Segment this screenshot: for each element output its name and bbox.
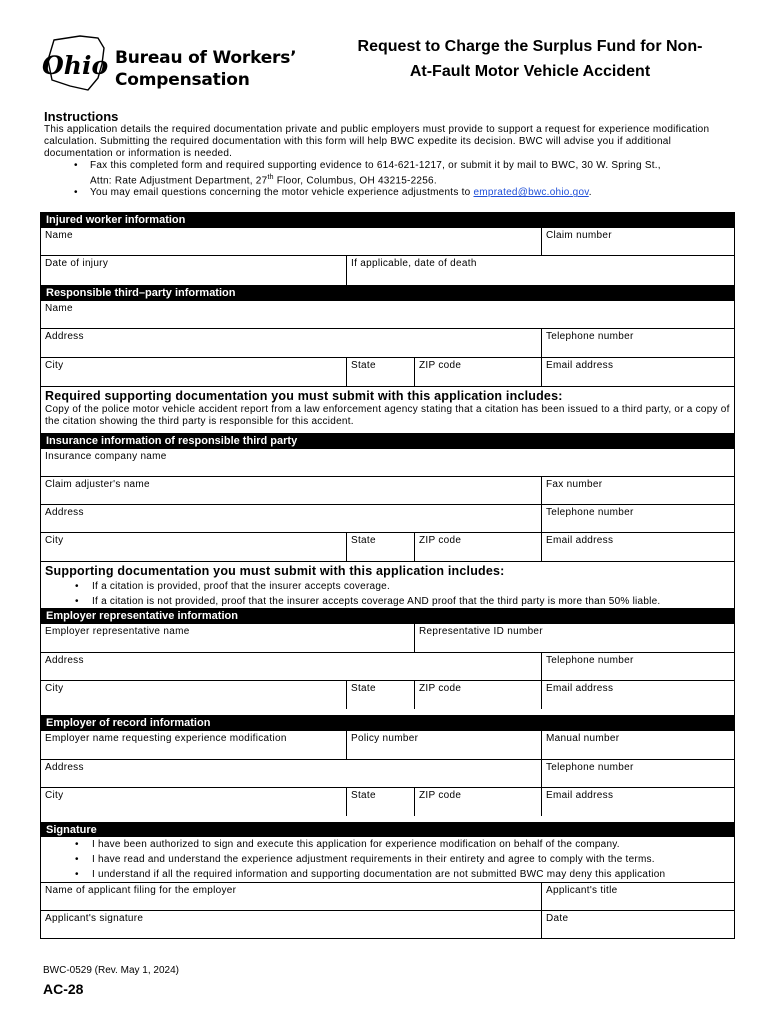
employer-record-row-1	[41, 730, 734, 759]
employer-rep-city-field[interactable]: City	[45, 683, 64, 694]
employer-rep-zip-field[interactable]: ZIP code	[414, 681, 541, 709]
employer-rep-row-1	[41, 623, 734, 652]
signature-row-2	[41, 910, 734, 938]
insurance-city-field[interactable]: City	[45, 535, 64, 546]
injured-name-field[interactable]: Name	[45, 230, 73, 241]
insurance-address-field[interactable]: Address	[45, 507, 84, 518]
signature-heading: Signature	[41, 822, 734, 837]
form-title	[330, 34, 730, 84]
fax-instruction	[44, 160, 734, 187]
agency-name-line2: Compensation	[115, 70, 250, 90]
supporting-doc-item: • If a citation is not provided, proof that the insurer accepts coverage AND proof that the third party is more than 50% liable.	[45, 594, 730, 609]
supporting-docs-note	[41, 561, 734, 608]
insurance-heading: Insurance information of responsible third party	[41, 433, 734, 448]
ohio-state-outline-icon	[40, 34, 112, 94]
signature-date-field[interactable]: Date	[541, 911, 734, 938]
insurance-state-field[interactable]: State	[346, 533, 414, 561]
applicant-title-field[interactable]: Applicant's title	[541, 883, 734, 910]
signature-statement: • I have been authorized to sign and execute this application for experience modification on behalf of the company.	[45, 837, 730, 852]
insurance-row-3	[41, 504, 734, 532]
injured-row-1	[41, 227, 734, 255]
employer-zip-field[interactable]: ZIP code	[414, 788, 541, 816]
agency-name-line1: Bureau of Workers’	[115, 48, 297, 68]
employer-state-field[interactable]: State	[346, 788, 414, 816]
signature-statement: • I understand if all the required information and supporting documentation are not submitted BWC may deny this application	[45, 867, 730, 882]
third-party-telephone-field[interactable]: Telephone number	[541, 329, 734, 357]
signature-statement: • I have read and understand the experience adjustment requirements in their entirety and agree to comply with the terms.	[45, 852, 730, 867]
third-party-row-1	[41, 300, 734, 328]
rep-id-field[interactable]: Representative ID number	[414, 624, 734, 652]
third-party-city-field[interactable]: City	[45, 360, 64, 371]
instructions-intro: This application details the required documentation private and public employers must provide to support a request for experience modification calculation. Submitting the required documentation with this form will help BWC expedite its decision. BWC will advise you if additional documentation or information is needed.	[44, 124, 710, 159]
employer-rep-name-field[interactable]: Employer representative name	[45, 626, 190, 637]
third-party-zip-field[interactable]: ZIP code	[414, 358, 541, 386]
insurance-row-2	[41, 476, 734, 504]
policy-number-field[interactable]: Policy number	[346, 731, 541, 759]
instructions-section	[44, 111, 734, 199]
page-footer	[43, 965, 179, 997]
insurance-fax-field[interactable]: Fax number	[541, 477, 734, 504]
fax-line2-post: Floor, Columbus, OH 43215-2256.	[273, 175, 437, 187]
injured-row-2	[41, 255, 734, 285]
supporting-docs-heading: Supporting documentation you must submit with this application includes:	[45, 564, 505, 578]
employer-telephone-field[interactable]: Telephone number	[541, 760, 734, 787]
injured-worker-heading: Injured worker information	[41, 212, 734, 227]
employer-rep-email-field[interactable]: Email address	[541, 681, 734, 709]
employer-rep-state-field[interactable]: State	[346, 681, 414, 709]
page-header	[40, 30, 740, 100]
email-pre: You may email questions concerning the motor vehicle experience adjustments to	[90, 187, 474, 199]
supporting-doc-item: • If a citation is provided, proof that the insurer accepts coverage.	[45, 579, 730, 594]
date-of-death-field[interactable]: If applicable, date of death	[346, 256, 734, 285]
insurance-row-1	[41, 448, 734, 476]
signature-row-1	[41, 882, 734, 910]
employer-address-field[interactable]: Address	[45, 762, 84, 773]
form-number: BWC-0529 (Rev. May 1, 2024)	[43, 965, 179, 976]
employer-rep-row-3	[41, 680, 734, 709]
third-party-row-3	[41, 357, 734, 386]
employer-rep-heading: Employer representative information	[41, 608, 734, 623]
claim-number-field[interactable]: Claim number	[541, 228, 734, 255]
insurance-row-4	[41, 532, 734, 561]
instructions-heading: Instructions	[44, 109, 119, 124]
employer-rep-row-2	[41, 652, 734, 680]
email-link[interactable]: emprated@bwc.ohio.gov	[473, 187, 589, 199]
insurance-telephone-field[interactable]: Telephone number	[541, 505, 734, 532]
employer-name-field[interactable]: Employer name requesting experience modification	[45, 733, 287, 744]
required-docs-note	[41, 386, 734, 433]
employer-rep-address-field[interactable]: Address	[45, 655, 84, 666]
fax-line2-sup: th	[267, 174, 274, 181]
ohio-logo-text: Ohio	[42, 51, 109, 80]
applicant-signature-field[interactable]: Applicant's signature	[45, 913, 144, 924]
date-of-injury-field[interactable]: Date of injury	[45, 258, 109, 269]
form-title-line2: At-Fault Motor Vehicle Accident	[409, 63, 651, 80]
third-party-row-2	[41, 328, 734, 357]
insurance-email-field[interactable]: Email address	[541, 533, 734, 561]
employer-email-field[interactable]: Email address	[541, 788, 734, 816]
required-docs-heading: Required supporting documentation you must submit with this application includes:	[45, 389, 563, 403]
email-post: .	[588, 187, 592, 199]
manual-number-field[interactable]: Manual number	[541, 731, 734, 759]
third-party-address-field[interactable]: Address	[45, 331, 84, 342]
application-form	[40, 212, 735, 939]
employer-record-heading: Employer of record information	[41, 715, 734, 730]
form-title-line1: Request to Charge the Surplus Fund for Non-	[357, 38, 703, 55]
applicant-name-field[interactable]: Name of applicant filing for the employer	[45, 885, 237, 896]
bwc-logo	[40, 34, 300, 94]
employer-record-row-3	[41, 787, 734, 816]
claim-adjuster-field[interactable]: Claim adjuster's name	[45, 479, 150, 490]
signature-statements	[41, 837, 734, 882]
employer-city-field[interactable]: City	[45, 790, 64, 801]
third-party-email-field[interactable]: Email address	[541, 358, 734, 386]
employer-rep-telephone-field[interactable]: Telephone number	[541, 653, 734, 680]
third-party-heading: Responsible third–party information	[41, 285, 734, 300]
employer-record-row-2	[41, 759, 734, 787]
insurance-company-field[interactable]: Insurance company name	[45, 451, 167, 462]
fax-line2-pre: Attn: Rate Adjustment Department, 27	[90, 175, 268, 187]
fax-line1: Fax this completed form and required supporting evidence to 614-621-1217, or submit it by mail to BWC, 30 W. Spring St.,	[90, 160, 661, 171]
third-party-name-field[interactable]: Name	[45, 303, 73, 314]
insurance-zip-field[interactable]: ZIP code	[414, 533, 541, 561]
email-instruction	[44, 187, 734, 199]
third-party-state-field[interactable]: State	[346, 358, 414, 386]
form-code: AC-28	[43, 981, 84, 997]
required-docs-text: Copy of the police motor vehicle accident report from a law enforcement agency stating that a citation has been issued to a third party, or a copy of the citation showing the third party is responsible for this accident.	[45, 404, 730, 427]
